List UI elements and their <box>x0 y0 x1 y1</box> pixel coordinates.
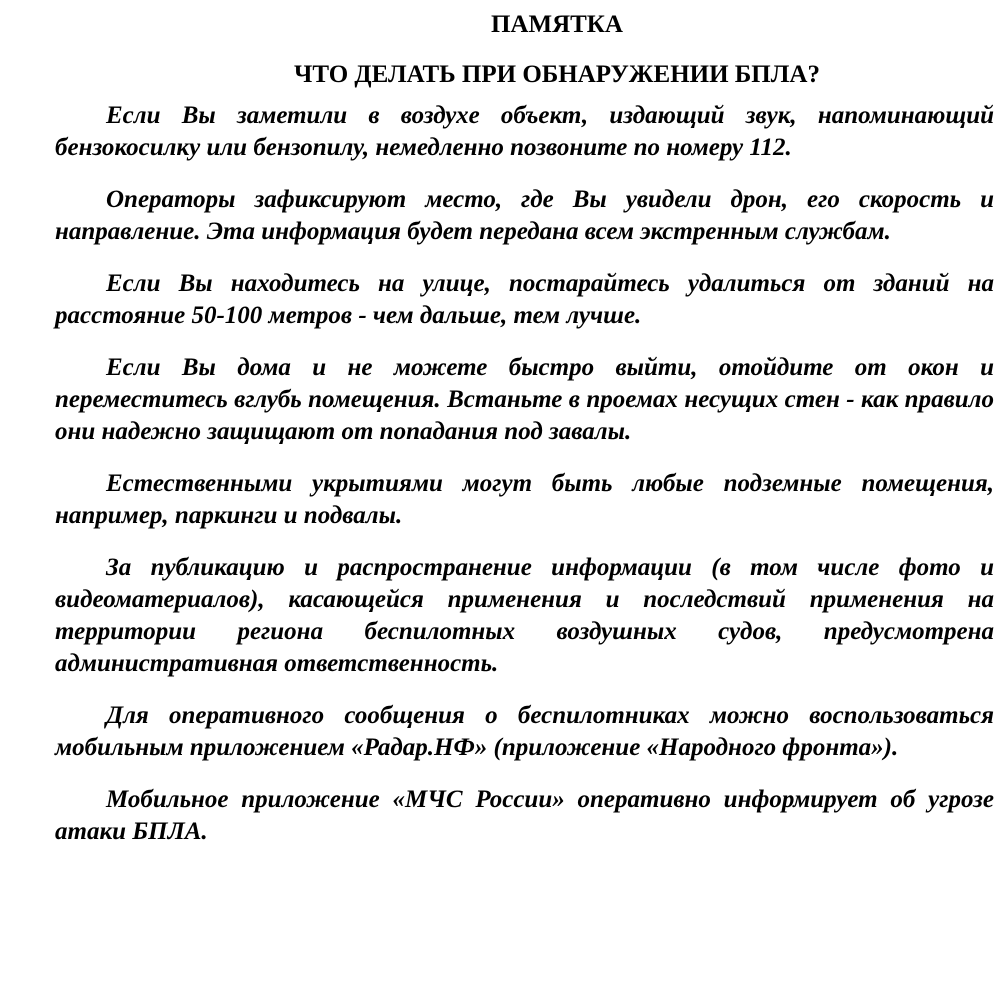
memo-body <box>55 100 994 848</box>
memo-title: ПАМЯТКА <box>490 11 623 38</box>
paragraph-shelters: Естественными укрытиями могут быть любые подземные помещения, например, паркинги и подвалы. <box>55 470 994 529</box>
paragraph-outdoors: Если Вы находитесь на улице, постарайтесь удалиться от зданий на расстояние 50-100 метров - чем дальше, тем лучше. <box>55 270 994 329</box>
paragraph-radar-app: Для оперативного сообщения о беспилотниках можно воспользоваться мобильным приложением «Радар.НФ» (приложение «Народного фронта»). <box>55 702 994 761</box>
paragraph-liability: За публикацию и распространение информации (в том числе фото и видеоматериалов), касающейся применения и последствий применения на территории региона беспилотных воздушных судов, предусмотрена административная ответственность. <box>55 554 994 677</box>
memo-subtitle: ЧТО ДЕЛАТЬ ПРИ ОБНАРУЖЕНИИ БПЛА? <box>294 61 820 88</box>
paragraph-indoors: Если Вы дома и не можете быстро выйти, отойдите от окон и переместитесь вглубь помещения. Встаньте в проемах несущих стен - как правило они надежно защищают от попадания под завалы. <box>55 354 994 445</box>
paragraph-mchs-app: Мобильное приложение «МЧС России» оперативно информирует об угрозе атаки БПЛА. <box>55 786 994 845</box>
paragraph-report-112: Если Вы заметили в воздухе объект, издающий звук, напоминающий бензокосилку или бензопилу, немедленно позвоните по номеру 112. <box>55 102 994 161</box>
paragraph-operators: Операторы зафиксируют место, где Вы увидели дрон, его скорость и направление. Эта информация будет передана всем экстренным службам. <box>55 186 994 245</box>
